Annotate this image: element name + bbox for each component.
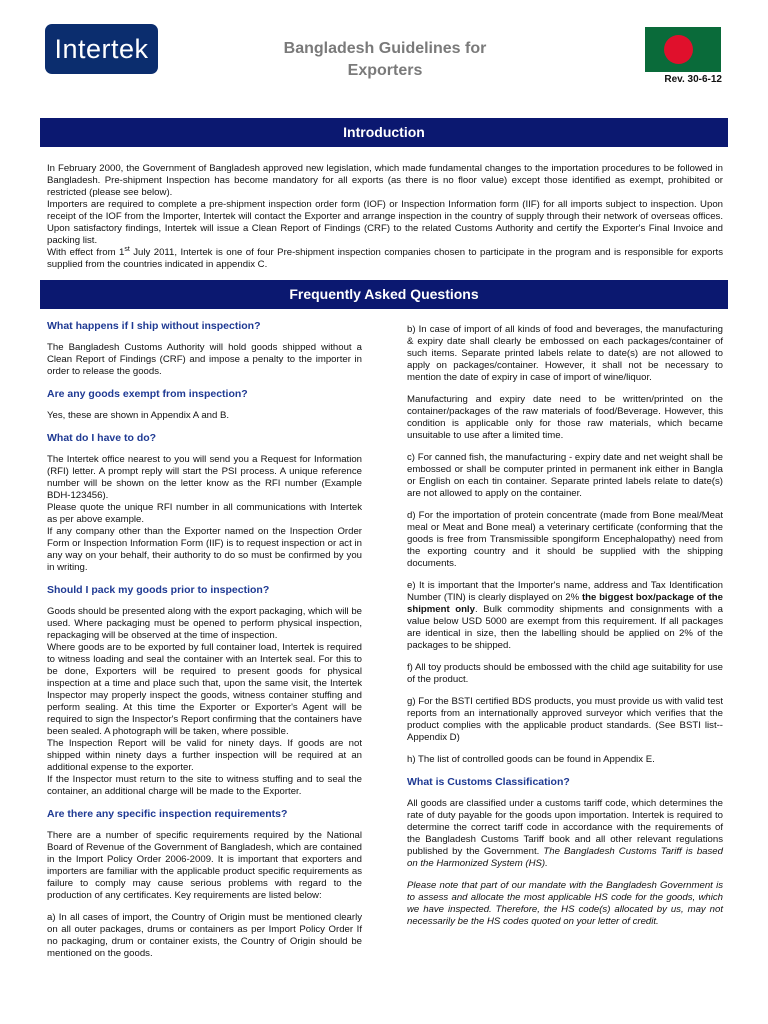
requirement-f: f) All toy products should be embossed with the child age suitability for use of the product. (407, 662, 723, 685)
question-5: Are there any specific inspection requirements? (47, 808, 288, 820)
requirement-b: b) In case of import of all kinds of food and beverages, the manufacturing & expiry date shall clearly be embossed on each packages/container of such items. Separate printed labels relate to date(s) are not allowed to apply on packages/container. However, it shall not be necessary to mention the date of expiry in case of import of wine/liquor. (407, 324, 723, 383)
title-line-2: Exporters (347, 62, 423, 79)
answer-2: Yes, these are shown in Appendix A and B. (47, 410, 230, 421)
answer-6-part-1 (407, 798, 723, 870)
answer-6-italic: The Bangladesh Customs Tariff is based on the Harmonized System (HS). (407, 846, 723, 869)
requirement-e-start: e) It is important that the Importer's name, address and Tax Identification Number (TIN) is clearly displayed on 2% (407, 580, 723, 603)
answer-6-part-2: Please note that part of our mandate with the Bangladesh Government is to assess and allocate the most applicable HS code for the goods, which we have inspected. Therefore, the HS code(s) allocated by us, may not necessarily be the HS codes quoted on your letter of credit. (407, 880, 723, 927)
requirement-b-note: Manufacturing and expiry date need to be written/printed on the container/packages of the raw materials of food/Beverage. However, this condition is applicable only for those raw materials, which became unsuitable to use after a limited time. (407, 394, 723, 441)
answer-1: The Bangladesh Customs Authority will hold goods shipped without a Clean Report of Findings (CRF) and impose a penalty to the importer in order to release the goods. (47, 342, 362, 377)
requirement-e-bold: the biggest box/package of the shipment only (407, 592, 723, 615)
answer-5-part-1: There are a number of specific requirements required by the National Board of Revenue of the Government of Bangladesh, which are contained in the Import Policy Order 2006-2009. It is important that exporters and importers are familiar with the applicable product specific requirements as failure to comply may cause serious problems with regard to the production of any certificates. Key requirements are listed below: (47, 830, 362, 901)
document-title (230, 38, 540, 82)
intro-paragraph-1: In February 2000, the Government of Bangladesh approved new legislation, which made fundamental changes to the importation procedures to be followed in Bangladesh. Pre-shipment Inspection has become mandatory for all exports (as there is no floor value) except those identified as exempt, prohibited or restricted (please see below). (47, 163, 723, 198)
bangladesh-flag-icon (645, 27, 721, 72)
answer-6-text: All goods are classified under a customs tariff code, which determines the rate of duty payable for the goods upon importation. Intertek is required to determine the correct tariff code in accordance with the requirements of the Bangladesh Customs Tariff book and all other relevant regulations published by the Government. (407, 798, 723, 857)
question-1: What happens if I ship without inspection? (47, 320, 261, 332)
intro-p3-start: With effect from 1 (47, 247, 125, 258)
question-2: Are any goods exempt from inspection? (47, 388, 248, 400)
requirement-g: g) For the BSTI certified BDS products, you must provide us with valid test reports from an internationally approved surveyor which verifies that the product complies with the applicable product standards. (See BSTI list--Appendix D) (407, 696, 723, 743)
requirement-h: h) The list of controlled goods can be found in Appendix E. (407, 754, 655, 765)
answer-4-part-3: The Inspection Report will be valid for ninety days. If goods are not shipped within ninety days a further inspection will be required at an additional expense to the exporter. (47, 738, 362, 773)
question-6: What is Customs Classification? (407, 776, 570, 788)
intro-p3-end: July 2011, Intertek is one of four Pre-shipment inspection companies chosen to participate in the program and is responsible for exports supplied from the countries indicated in appendix C. (47, 247, 723, 270)
intro-paragraph-2: Importers are required to complete a pre-shipment inspection order form (IOF) or Inspection Information form (IIF) for all imports subject to inspection. Upon receipt of the IOF from the Importer, Intertek will contact the Exporter and arrange inspection in the country of supply through their network of overseas offices. Upon satisfactory findings, Intertek will issue a Clean Report of Findings (CRF) to the related Customs Authority and certify the Exporter's Final Invoice and packing list. (47, 199, 723, 246)
answer-5-part-2: a) In all cases of import, the Country of Origin must be mentioned clearly on all outer packages, drums or containers as per Import Policy Order If no packaging, drum or container exists, the Country of Origin should be mentioned on the goods. (47, 912, 362, 959)
requirement-c: c) For canned fish, the manufacturing - expiry date and net weight shall be embossed or shall be computer printed in permanent ink either in Bangla or English on each tin container. Separate printed labels relate to date(s) are not allowed to apply on the container. (407, 452, 723, 499)
intro-paragraph-3 (47, 247, 723, 271)
introduction-body (47, 163, 723, 271)
requirement-e-end: . Bulk commodity shipments and consignments with a value below USD 5000 are exempt from this requirement. If all packages are identical in size, then the labelling should be applied on 2% of the packages to be shipped. (407, 604, 723, 651)
answer-3-part-1: The Intertek office nearest to you will send you a Request for Information (RFI) letter. A prompt reply will start the PSI process. A unique reference number will be shown on the letter know as the RFI number (Example BDH-123456). (47, 454, 362, 501)
intro-p3-sup: st (124, 245, 130, 253)
revision-label: Rev. 30-6-12 (664, 74, 722, 85)
answer-4-part-4: If the Inspector must return to the site to witness stuffing and to seal the container, an additional charge will be made to the Exporter. (47, 774, 362, 797)
answer-3-part-3: If any company other than the Exporter named on the Inspection Order Form or Inspection Information Form (IIF) is to request inspection or act in any way on your behalf, their authority to do so must be confirmed by you in writing. (47, 526, 362, 573)
answer-4-part-1: Goods should be presented along with the export packaging, which will be used. Where packaging must be opened to perform physical inspection, repackaging will be observed at the time of inspection. (47, 606, 362, 641)
answer-4-part-2: Where goods are to be exported by full container load, Intertek is required to witness loading and seal the container with an Intertek seal. For this to be done, Exporters will be required to present goods for physical inspection at a time and place such that, upon the same visit, the Intertek Inspector may properly inspect the goods, witness container stuffing and perform sealing. At this time the Exporter or Exporter's Agent will be required to sign the Inspector's Report confirming that the containers have been sealed. A photograph will be taken, where possible. (47, 642, 362, 737)
requirement-d: d) For the importation of protein concentrate (made from Bone meal/Meat meal or Meat and Bone meal) a veterinary certificate (conforming that the goods is free from Transmissible spongiform Encephalopathy) need from the exporting country and it should be supplied with the shipping documents. (407, 510, 723, 569)
answer-3-part-2: Please quote the unique RFI number in all communications with Intertek as per above example. (47, 502, 362, 525)
faq-heading: Frequently Asked Questions (40, 280, 728, 309)
question-3: What do I have to do? (47, 432, 157, 444)
title-line-1: Bangladesh Guidelines for (283, 40, 487, 57)
requirement-e (407, 580, 723, 652)
intertek-logo: Intertek (45, 24, 158, 74)
flag-red-disc (664, 35, 693, 64)
introduction-heading: Introduction (40, 118, 728, 147)
question-4: Should I pack my goods prior to inspection? (47, 584, 270, 596)
faq-right-column (407, 324, 723, 938)
faq-left-column (47, 320, 362, 970)
